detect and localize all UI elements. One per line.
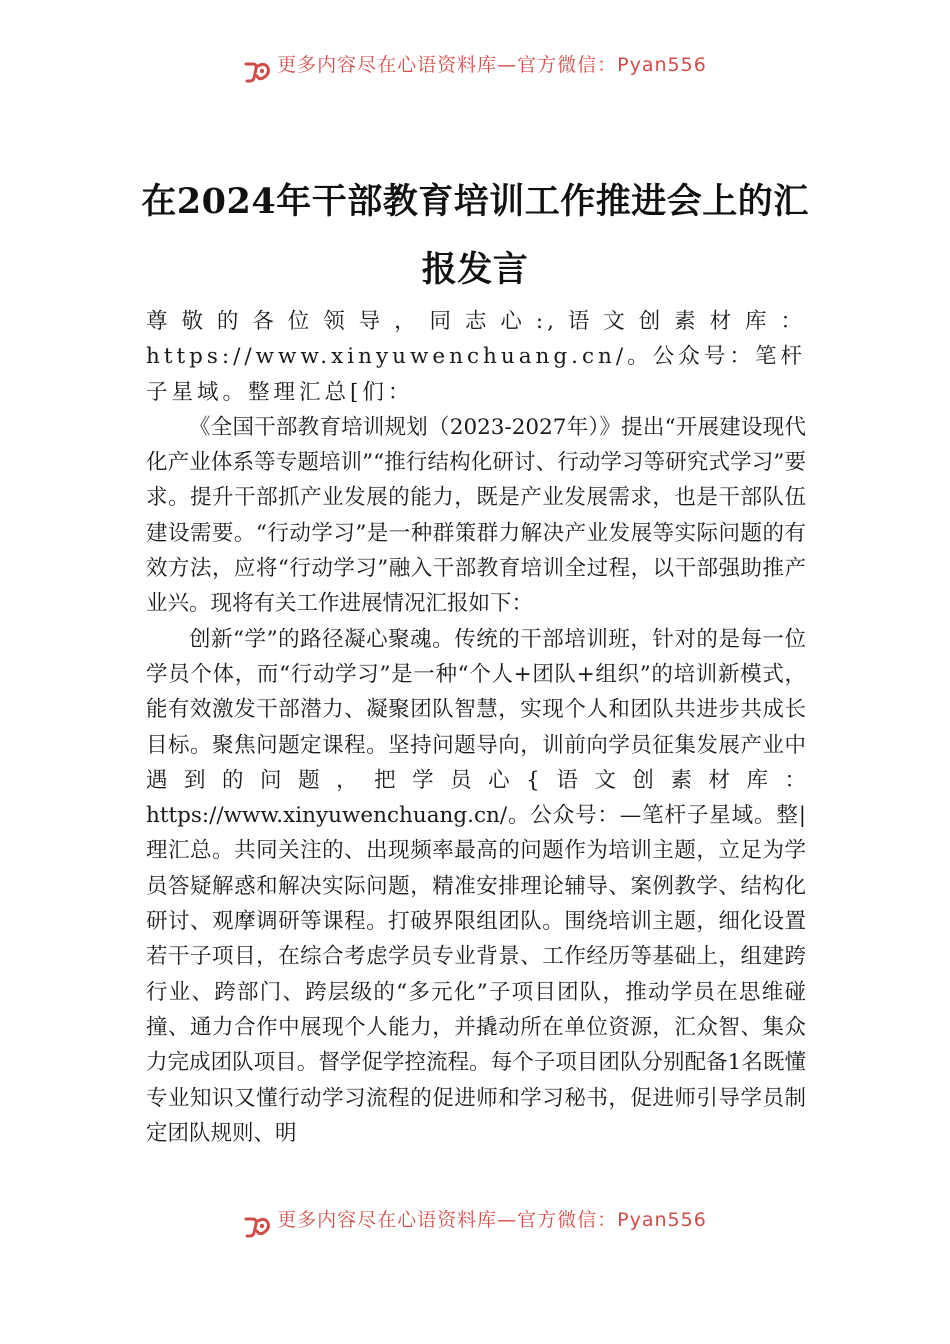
document-title: 在2024年干部教育培训工作推进会上的汇报发言	[141, 181, 809, 290]
watermark-header	[0, 54, 950, 88]
greeting-paragraph: 尊敬的各位领导，同志心:,语文创素材库：https://www.xinyuwenchuang.cn/。公众号：笔杆子星域。整理汇总[们：	[146, 309, 806, 405]
watermark-footer	[0, 1209, 950, 1243]
watermark-text: 更多内容尽在心语资料库—官方微信：Pyan556	[277, 54, 707, 76]
body-paragraph: 《全国干部教育培训规划（2023-2027年）》提出“开展建设现代化产业体系等专题培训”“推行结构化研讨、行动学习等研究式学习”要求。提升干部抓产业发展的能力，既是产业发展需求，也是干部队伍建设需要。“行动学习”是一种群策群力解决产业发展等实际问题的有效方法，应将“行动学习”融入干部教育培训全过程，以干部强助推产业兴。现将有关工作进展情况汇报如下：	[146, 414, 806, 617]
body-paragraph: 创新“学”的路径凝心聚魂。传统的干部培训班，针对的是每一位学员个体，而“行动学习”是一种“个人+团队+组织”的培训新模式，能有效激发干部潜力、凝聚团队智慧，实现个人和团队共进步共成长目标。聚焦问题定课程。坚持问题导向，训前向学员征集发展产业中遇到的问题，把学员心{语文创素材库：https://www.xinyuwenchuang.cn/。公众号：—笔杆子星域。整|理汇总。共同关注的、出现频率最高的问题作为培训主题，立足为学员答疑解惑和解决实际问题，精准安排理论辅导、案例教学、结构化研讨、观摩调研等课程。打破界限组团队。围绕培训主题，细化设置若干子项目，在综合考虑学员专业背景、工作经历等基础上，组建跨行业、跨部门、跨层级的“多元化”子项目团队，推动学员在思维碰撞、通力合作中展现个人能力，并撬动所在单位资源，汇众智、集众力完成团队项目。督学促学控流程。每个子项目团队分别配备1名既懂专业知识又懂行动学习流程的促进师和学习秘书，促进师引导学员制定团队规则、明	[146, 626, 806, 1146]
brand-logo-icon	[243, 1213, 271, 1239]
document-body	[146, 304, 806, 1151]
watermark-text: 更多内容尽在心语资料库—官方微信：Pyan556	[277, 1209, 707, 1231]
brand-logo-icon	[243, 58, 271, 84]
